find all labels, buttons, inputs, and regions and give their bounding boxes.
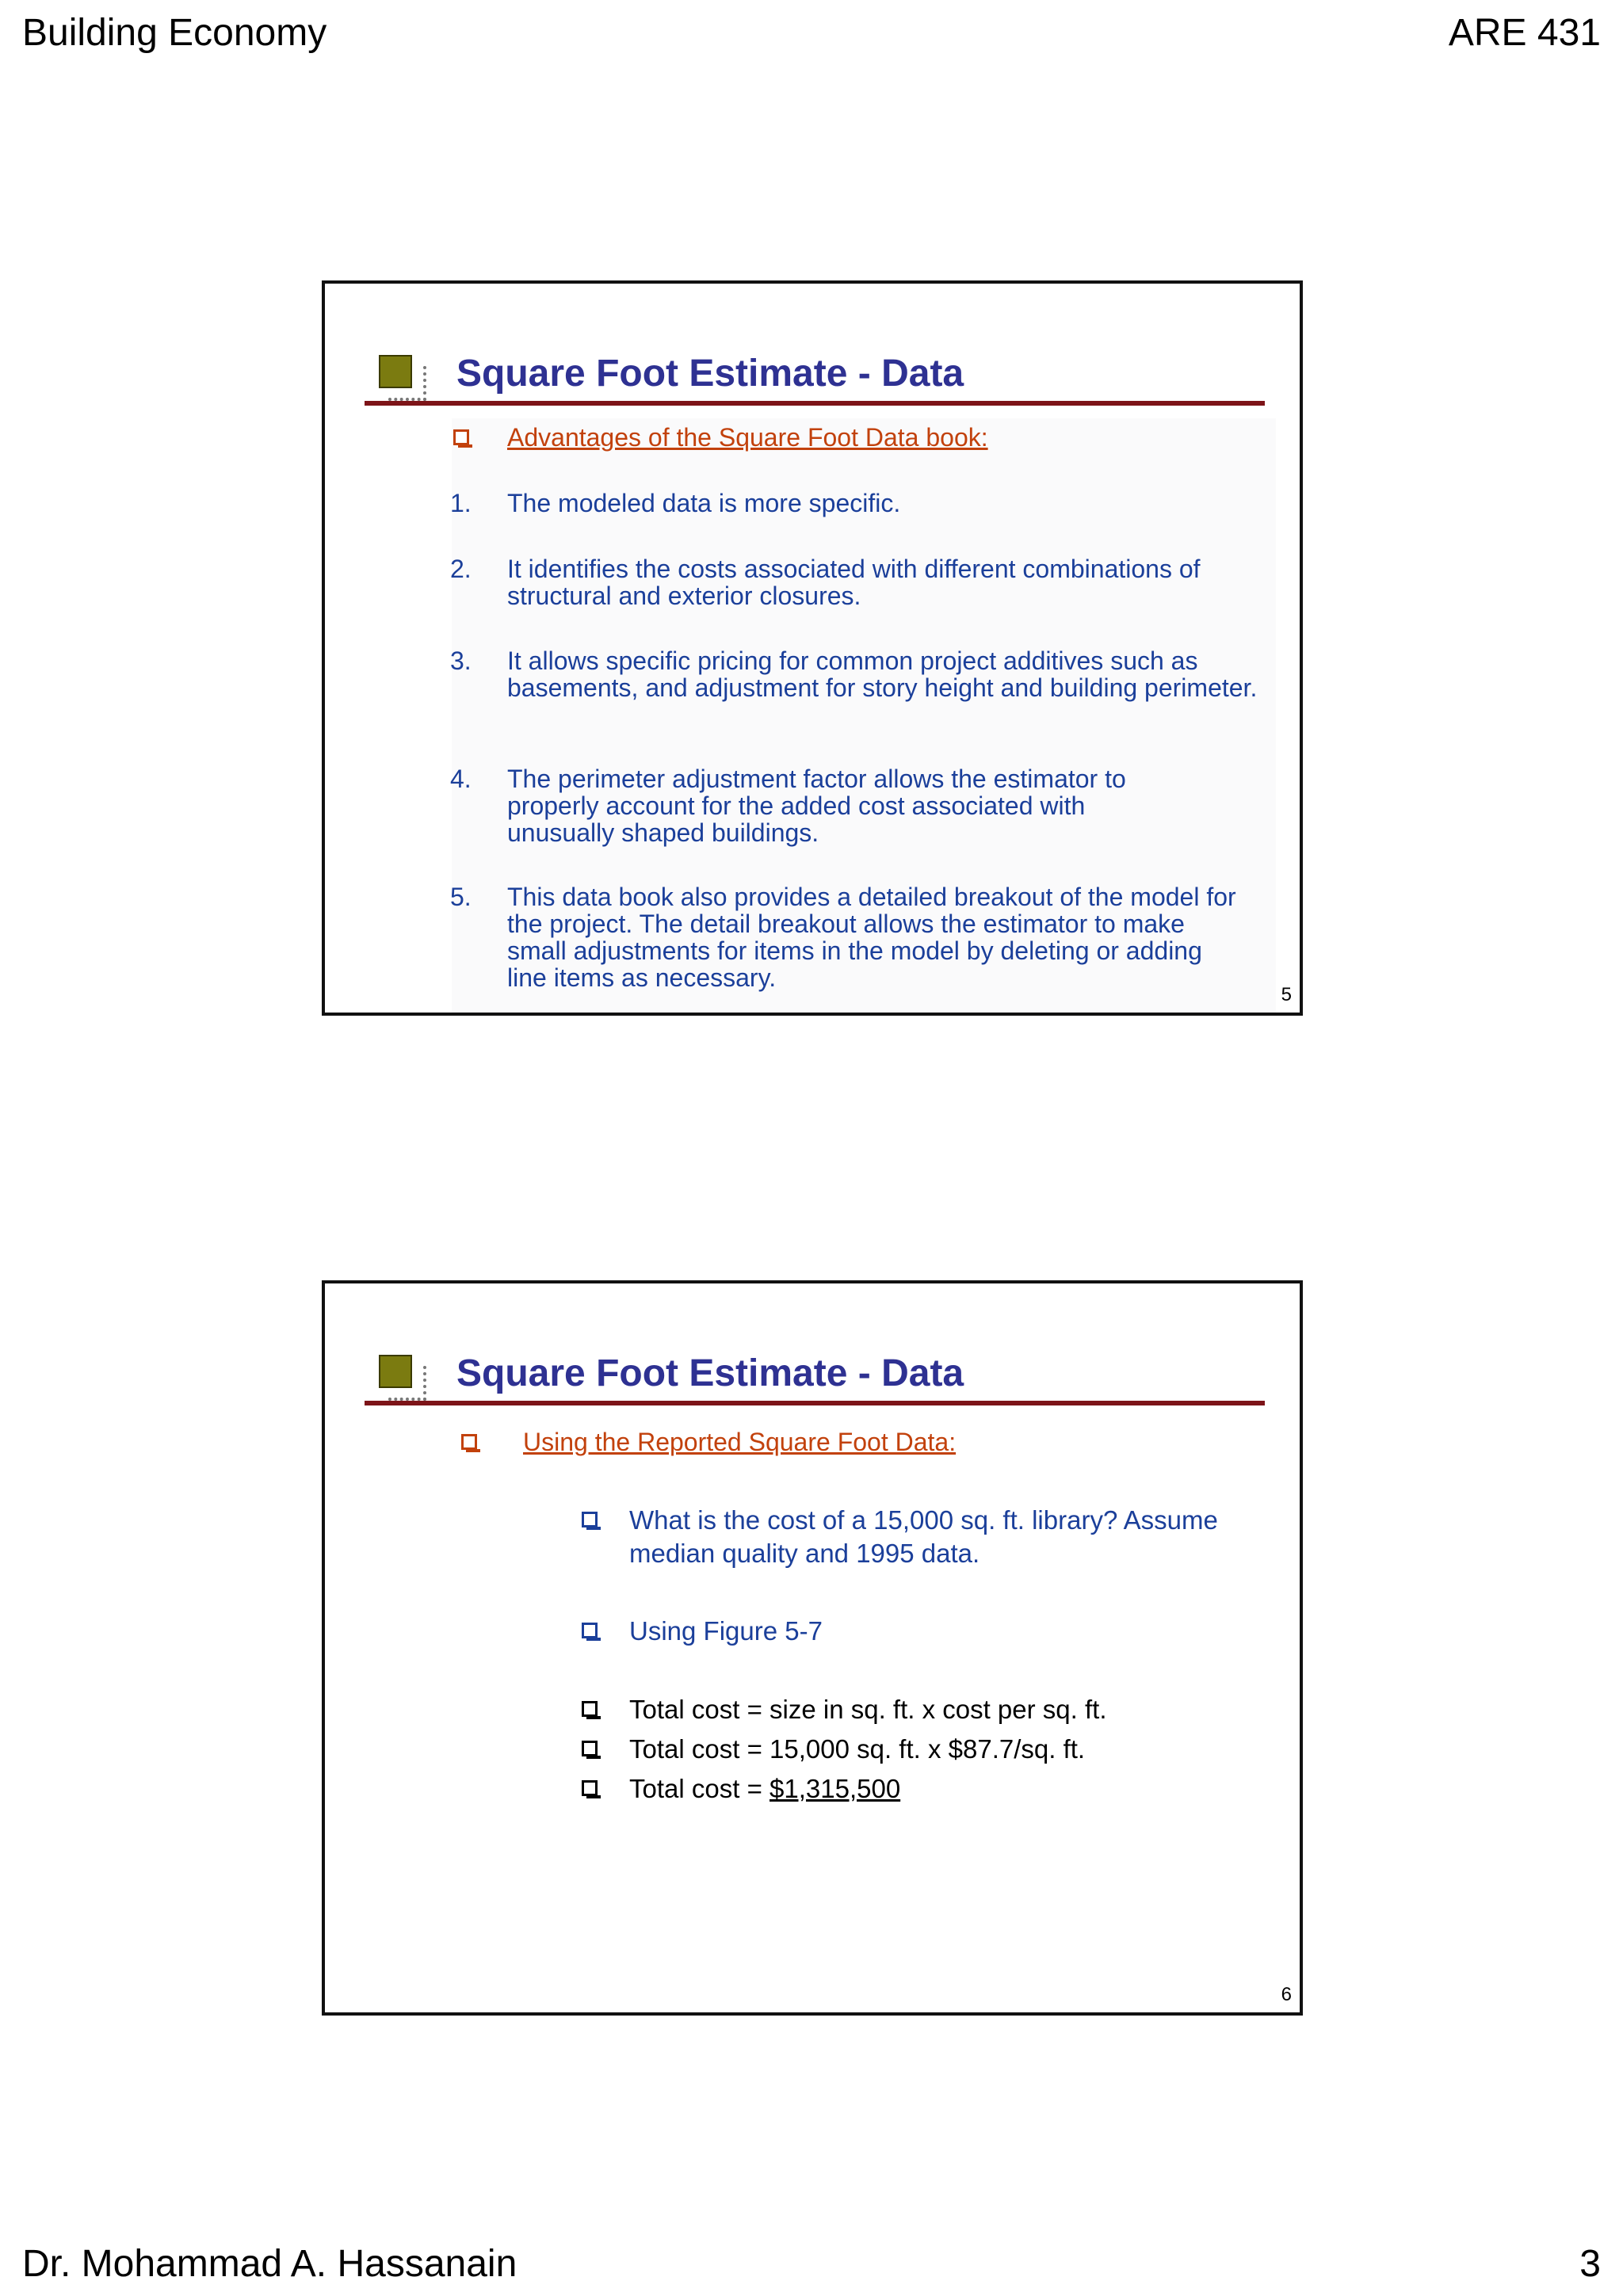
total-label: Total cost = <box>629 1774 770 1803</box>
slide-title: Square Foot Estimate - Data <box>456 353 964 395</box>
title-divider <box>365 1401 1265 1405</box>
heading-checkbox-icon <box>453 429 469 445</box>
slide-page-number: 5 <box>1281 984 1292 1005</box>
list-text: It identifies the costs associated with different combinations of structural and exterior closures. <box>507 555 1201 610</box>
slide-page-number: 6 <box>1281 1984 1292 2005</box>
list-number: 5. <box>450 883 472 911</box>
question-text: What is the cost of a 15,000 sq. ft. library? Assume median quality and 1995 data. <box>629 1505 1218 1568</box>
calculation-text: Total cost = size in sq. ft. x cost per sq. ft. <box>629 1695 1107 1724</box>
section-heading: Advantages of the Square Foot Data book: <box>507 423 988 452</box>
figure-reference-item <box>629 1615 1279 1648</box>
list-number: 3. <box>450 646 472 675</box>
checkbox-icon <box>582 1512 598 1527</box>
checkbox-icon <box>582 1780 598 1796</box>
heading-checkbox-icon <box>461 1434 477 1450</box>
figure-reference-text: Using Figure 5-7 <box>629 1616 823 1646</box>
list-number: 4. <box>450 765 472 793</box>
checkbox-icon <box>582 1623 598 1638</box>
title-divider <box>365 401 1265 406</box>
slide-6 <box>322 1280 1303 2016</box>
list-number: 1. <box>450 489 472 517</box>
total-value: $1,315,500 <box>769 1774 901 1803</box>
question-item <box>629 1504 1263 1570</box>
section-heading: Using the Reported Square Foot Data: <box>523 1428 957 1456</box>
calculation-item <box>629 1733 1279 1766</box>
title-bullet-icon <box>379 355 412 388</box>
document-page-number: 3 <box>1579 2243 1601 2285</box>
total-item <box>629 1772 1279 1806</box>
list-number: 2. <box>450 555 472 583</box>
slide-5 <box>322 280 1303 1016</box>
document-header-course-code: ARE 431 <box>1448 12 1601 54</box>
checkbox-icon <box>582 1741 598 1756</box>
title-bullet-icon <box>379 1355 412 1388</box>
list-text: It allows specific pricing for common project additives such as basements, and adjustment for story height and building perimeter. <box>507 646 1258 702</box>
slide-title: Square Foot Estimate - Data <box>456 1352 964 1394</box>
total-text <box>629 1772 1279 1806</box>
list-text: This data book also provides a detailed breakout of the model for the project. The detail breakout allows the estimator to make small adjustments for items in the model by deleting or adding line items as necessary. <box>507 883 1236 992</box>
calculation-text: Total cost = 15,000 sq. ft. x $87.7/sq. ft. <box>629 1734 1086 1764</box>
document-header-course-title: Building Economy <box>22 12 327 54</box>
document-footer-author: Dr. Mohammad A. Hassanain <box>22 2243 517 2285</box>
list-text: The perimeter adjustment factor allows the estimator to properly account for the added cost associated with unusually shaped buildings. <box>507 765 1126 847</box>
list-text: The modeled data is more specific. <box>507 489 901 517</box>
checkbox-icon <box>582 1701 598 1717</box>
calculation-item <box>629 1693 1279 1726</box>
